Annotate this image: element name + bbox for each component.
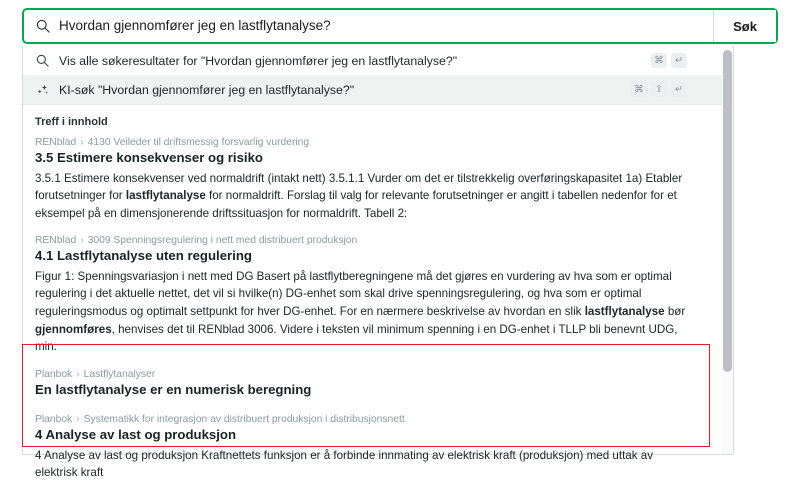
text-run: Figur 1: Spenningsvariasjon i nett med DG Basert på lastflytberegningene må det gjøres en vurdering av hva som er optimal regulering i det aktuelle nettet, det vil si hvilke(n) DG-enhet som skal drive spenningsregulering, og hva som er optimal reguleringsmodus og optimalt settpunkt for hver DG-enhet. For en nærmere beskrivelse av hvordan en slik <box>35 269 672 319</box>
keyboard-shortcut-group <box>631 82 687 97</box>
highlighted-term: lastflytanalyse <box>584 305 665 319</box>
breadcrumb-source: RENblad <box>35 235 77 247</box>
text-run: 3.5.1 Estimere konsekvenser ved normaldrift (intakt nett) 3.5.1.1 Vurder om det er tilstrekkelig overføringskapasitet 1a) Etabler forutsetninger for <box>35 171 683 203</box>
result-snippet <box>35 447 691 482</box>
text-run: En <box>35 381 56 397</box>
text-run: for normaldrift. Forslag til valg for relevante forutsetninger er angitt i tabellen nedenfor for et eksempel på en dimensjonerende driftssituasjon for normaldrift. Tabell 2: <box>35 189 677 220</box>
dropdown-scrollbar-thumb[interactable] <box>723 50 732 372</box>
text-run: er en numerisk beregning <box>146 381 312 397</box>
highlighted-term: gjennomføres <box>35 322 112 336</box>
result-title[interactable] <box>35 382 691 399</box>
breadcrumb-path: 4130 Veileder til driftsmessig forsvarlig vurdering <box>87 137 310 148</box>
kbd-enter-icon: ↵ <box>671 53 687 68</box>
result-breadcrumb <box>35 137 691 148</box>
search-result-item[interactable] <box>23 229 733 363</box>
result-title[interactable] <box>35 248 691 265</box>
result-breadcrumb <box>35 369 691 380</box>
text-run: 4 Analyse av last og produksjon <box>35 427 237 443</box>
breadcrumb-separator-icon: › <box>76 414 80 426</box>
results-list <box>23 131 733 489</box>
search-icon <box>36 19 50 33</box>
kbd-command-icon: ⌘ <box>631 82 647 97</box>
result-breadcrumb <box>35 414 691 425</box>
breadcrumb-source: Planbok <box>35 368 73 380</box>
breadcrumb-path: Lastflytanalyser <box>83 368 156 380</box>
breadcrumb-source: Planbok <box>35 414 73 426</box>
quick-action-ai-search[interactable] <box>23 75 733 104</box>
search-suggestions-dropdown <box>22 46 734 480</box>
search-result-item[interactable] <box>23 131 733 229</box>
quick-action-label: KI-søk "Hvordan gjennomfører jeg en lastflytanalyse?" <box>59 82 355 97</box>
search-result-item[interactable] <box>23 363 733 409</box>
result-breadcrumb <box>35 235 691 246</box>
breadcrumb-path: 3009 Spenningsregulering i nett med distribuert produksjon <box>87 235 358 247</box>
highlighted-term: Lastflytanalyse <box>57 248 153 264</box>
result-title[interactable] <box>35 150 691 167</box>
highlighted-term: lastflytanalyse <box>55 381 147 397</box>
text-run: , henvises det til RENblad 3006. Videre i teksten vil minimum spenning i en DG-enhet i TLLP bli benevnt UDG, min. <box>35 322 678 354</box>
text-run: uten regulering <box>152 248 252 264</box>
highlighted-term: lastflytanalyse <box>125 189 206 203</box>
search-input[interactable] <box>24 10 713 42</box>
results-scroll-area <box>23 105 733 480</box>
search-icon <box>35 53 50 68</box>
breadcrumb-separator-icon: › <box>80 235 84 247</box>
kbd-shift-icon: ⇧ <box>651 82 667 97</box>
quick-action-view-all-results[interactable] <box>23 46 733 75</box>
breadcrumb-separator-icon: › <box>80 137 84 148</box>
text-run: bør <box>664 305 686 319</box>
keyboard-shortcut-group <box>651 53 687 68</box>
sparkle-ai-icon <box>35 82 50 97</box>
search-bar[interactable] <box>22 8 778 44</box>
breadcrumb-path: Systematikk for integrasjon av distribuert produksjon i distribusjonsnett <box>83 414 405 426</box>
result-snippet <box>35 268 691 356</box>
kbd-enter-icon: ↵ <box>671 82 687 97</box>
breadcrumb-source: RENblad <box>35 137 77 148</box>
results-section-label: Treff i innhold <box>35 116 108 128</box>
text-run: 4 Analyse av last og produksjon Kraftnettets funksjon er å forbinde innmating av elektrisk kraft (produksjon) med uttak av elektrisk kraft <box>35 448 654 480</box>
search-query-text: Hvordan gjennomfører jeg en lastflytanalyse? <box>59 18 331 34</box>
quick-action-label: Vis alle søkeresultater for "Hvordan gjennomfører jeg en lastflytanalyse?" <box>59 53 458 68</box>
result-snippet <box>35 170 691 223</box>
text-run: 4.1 <box>35 248 57 264</box>
search-result-item[interactable] <box>23 408 733 489</box>
result-title[interactable] <box>35 427 691 444</box>
breadcrumb-separator-icon: › <box>76 368 80 380</box>
search-submit-button[interactable]: Søk <box>713 10 776 42</box>
text-run: 3.5 Estimere konsekvenser og risiko <box>35 150 263 165</box>
kbd-command-icon: ⌘ <box>651 53 667 68</box>
